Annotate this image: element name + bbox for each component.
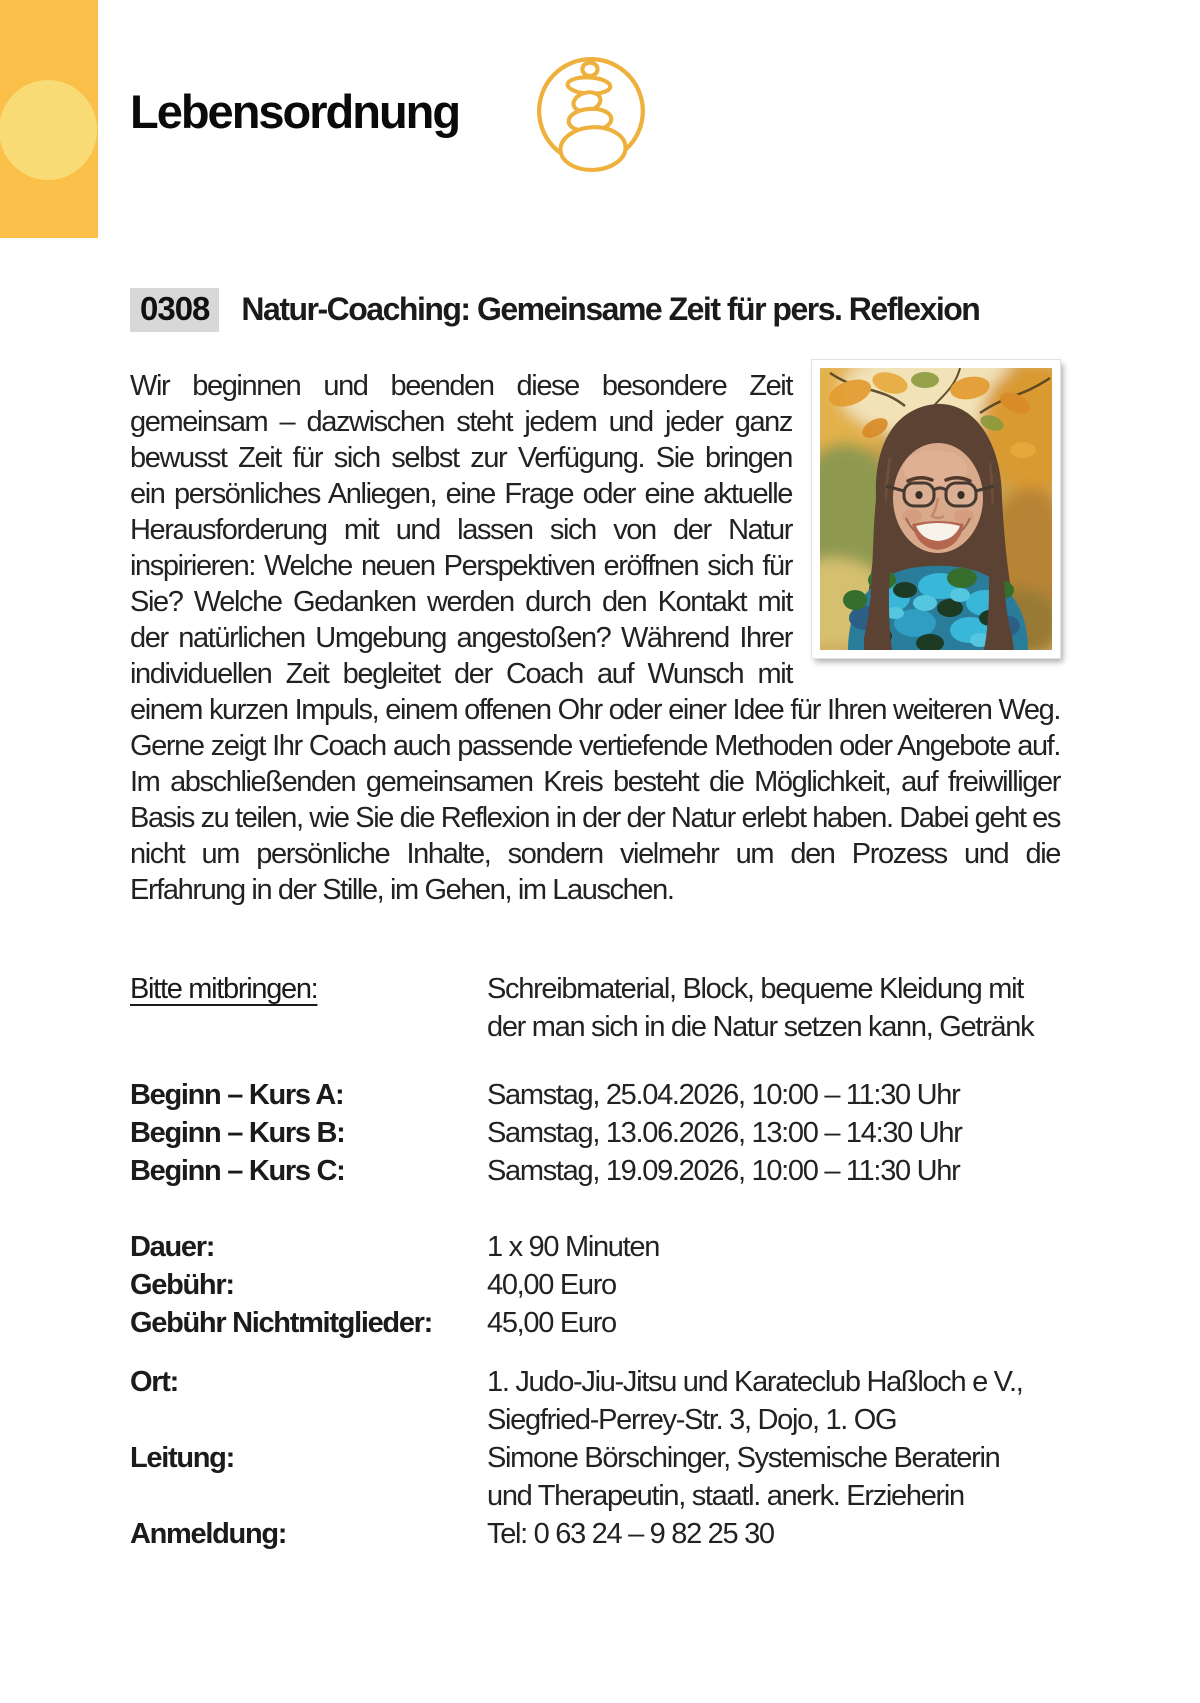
detail-label: Beginn – Kurs C: bbox=[130, 1155, 345, 1187]
detail-value-line: Simone Börschinger, Systemische Beraterin bbox=[487, 1442, 1000, 1474]
detail-label: Ort: bbox=[130, 1366, 178, 1398]
detail-value-line: und Therapeutin, staatl. anerk. Erzieherin bbox=[487, 1480, 964, 1512]
detail-value-line: 1. Judo-Jiu-Jitsu und Karateclub Haßloch e V., bbox=[487, 1366, 1023, 1398]
detail-label: Bitte mitbringen: bbox=[130, 973, 318, 1005]
page-title: Lebensordnung bbox=[130, 85, 460, 138]
detail-value bbox=[487, 1363, 1060, 1439]
detail-value: 1 x 90 Minuten bbox=[487, 1231, 660, 1263]
course-details bbox=[130, 970, 1060, 1553]
detail-row-gebuehr-nichtmitglieder bbox=[130, 1304, 1060, 1342]
detail-row-beginn-kurs-b bbox=[130, 1114, 1060, 1152]
detail-value bbox=[487, 970, 1060, 1046]
detail-label: Leitung: bbox=[130, 1442, 234, 1474]
course-title: Natur-Coaching: Gemeinsame Zeit für pers. Reflexion bbox=[241, 291, 980, 327]
detail-label: Beginn – Kurs A: bbox=[130, 1079, 344, 1111]
course-body bbox=[130, 368, 1060, 908]
detail-value-line: Siegfried-Perrey-Str. 3, Dojo, 1. OG bbox=[487, 1404, 897, 1436]
course-description: Wir beginnen und beenden diese besondere Zeit gemeinsam – dazwischen steht jedem und jeder ganz bewusst Zeit für sich selbst zur Verfügung. Sie bringen ein persönliches Anliegen, eine Frage oder eine aktuelle Herausforderung mit und lassen sich von der Natur inspirieren: Welche neuen Perspektiven eröffnen sich für Sie? Welche Gedanken werden durch den Kontakt mit der natürlichen Umgebung angestoßen? Während Ihrer individuellen Zeit begleitet der Coach auf Wunsch mit einem kurzen Impuls, einem offenen Ohr oder einer Idee für Ihren weiteren Weg. Gerne zeigt Ihr Coach auch passende vertiefende Methoden oder Angebote auf. Im abschließenden gemeinsamen Kreis besteht die Möglichkeit, auf freiwilliger Basis zu teilen, wie Sie die Reflexion in der der Natur erlebt haben. Dabei geht es nicht um persönliche Inhalte, sondern vielmehr um den Prozess und die Erfahrung in der Stille, im Gehen, im Lauschen. bbox=[130, 370, 1061, 906]
detail-label: Beginn – Kurs B: bbox=[130, 1117, 345, 1149]
detail-row-beginn-kurs-a bbox=[130, 1076, 1060, 1114]
course-number-badge: 0308 bbox=[130, 288, 219, 332]
detail-row-beginn-kurs-c bbox=[130, 1152, 1060, 1190]
detail-row-anmeldung bbox=[130, 1515, 1060, 1553]
detail-value: Samstag, 13.06.2026, 13:00 – 14:30 Uhr bbox=[487, 1117, 962, 1149]
detail-value: Samstag, 19.09.2026, 10:00 – 11:30 Uhr bbox=[487, 1155, 960, 1187]
corner-accent-circle bbox=[0, 80, 97, 180]
detail-row-dauer bbox=[130, 1228, 1060, 1266]
detail-label: Anmeldung: bbox=[130, 1518, 287, 1550]
detail-value: Tel: 0 63 24 – 9 82 25 30 bbox=[487, 1518, 774, 1550]
detail-value: 40,00 Euro bbox=[487, 1269, 616, 1301]
corner-accent-bar bbox=[0, 0, 98, 238]
detail-label: Gebühr: bbox=[130, 1269, 234, 1301]
cairn-icon bbox=[530, 54, 652, 174]
instructor-photo-illustration bbox=[820, 368, 1052, 650]
detail-value: 45,00 Euro bbox=[487, 1307, 616, 1339]
course-heading bbox=[130, 288, 1060, 332]
detail-label: Dauer: bbox=[130, 1231, 215, 1263]
detail-label: Gebühr Nichtmitglieder: bbox=[130, 1307, 433, 1339]
detail-row-gebuehr bbox=[130, 1266, 1060, 1304]
course-section bbox=[130, 288, 1060, 1553]
detail-value-line: der man sich in die Natur setzen kann, Getränk bbox=[487, 1011, 1034, 1043]
detail-value-line: Schreibmaterial, Block, bequeme Kleidung mit bbox=[487, 973, 1023, 1005]
detail-value: Samstag, 25.04.2026, 10:00 – 11:30 Uhr bbox=[487, 1079, 960, 1111]
detail-row-bitte-mitbringen bbox=[130, 970, 1060, 1046]
detail-value bbox=[487, 1439, 1060, 1515]
detail-row-ort bbox=[130, 1363, 1060, 1439]
detail-row-leitung bbox=[130, 1439, 1060, 1515]
instructor-photo bbox=[812, 360, 1060, 658]
